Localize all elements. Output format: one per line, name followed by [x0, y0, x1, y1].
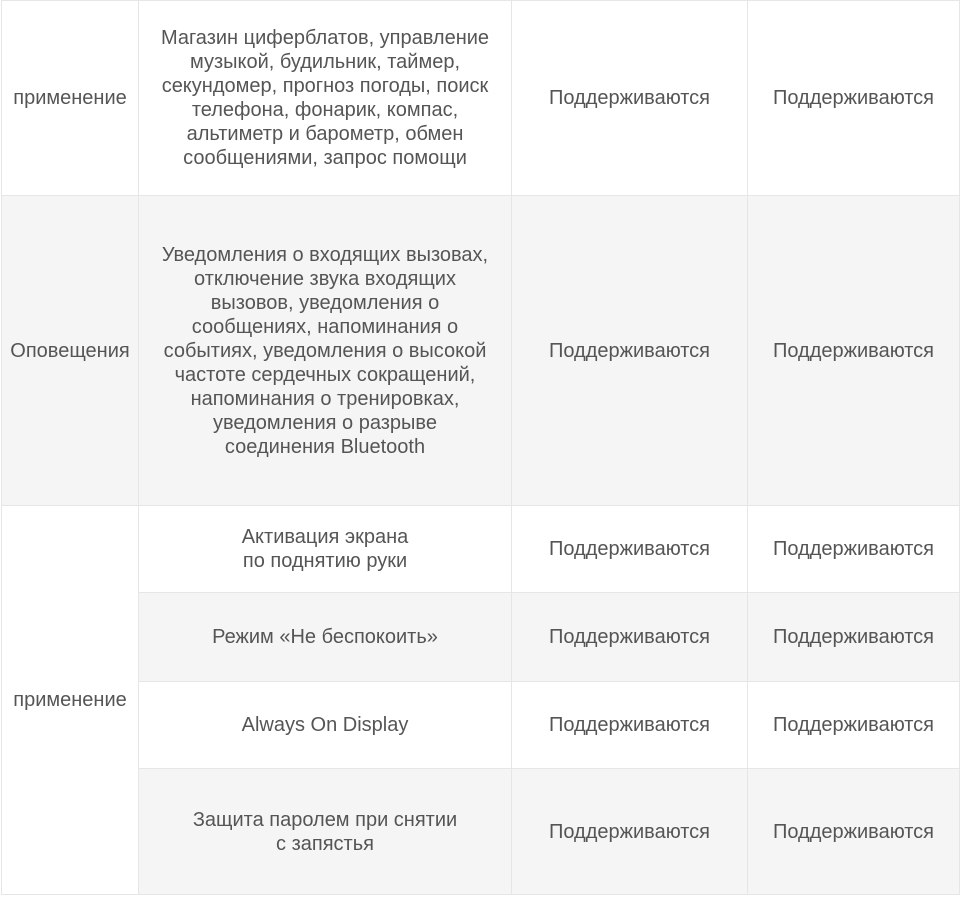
- feature-cell: Уведомления о входящих вызовах, отключение звука входящих вызовов, уведомления о сообщениях, напоминания о событиях, уведомления о высокой частоте сердечных сокращений, напоминания о тренировках, уведомления о разрыве соединения Bluetooth: [139, 196, 512, 506]
- table-row: [2, 506, 960, 593]
- support-cell: Поддерживаются: [748, 506, 960, 593]
- category-cell: применение: [2, 1, 139, 196]
- support-cell: Поддерживаются: [512, 682, 748, 769]
- table-row: [2, 593, 960, 682]
- table-row: [2, 769, 960, 895]
- category-cell: применение: [2, 506, 139, 895]
- table-row: [2, 682, 960, 769]
- support-cell: Поддерживаются: [748, 196, 960, 506]
- support-cell: Поддерживаются: [748, 1, 960, 196]
- support-cell: Поддерживаются: [748, 593, 960, 682]
- support-cell: Поддерживаются: [748, 769, 960, 895]
- feature-cell: Активация экрана по поднятию руки: [139, 506, 512, 593]
- feature-cell: Защита паролем при снятии с запястья: [139, 769, 512, 895]
- feature-cell: Режим «Не беспокоить»: [139, 593, 512, 682]
- support-cell: Поддерживаются: [748, 682, 960, 769]
- support-cell: Поддерживаются: [512, 593, 748, 682]
- feature-cell: Always On Display: [139, 682, 512, 769]
- category-cell: Оповещения: [2, 196, 139, 506]
- feature-cell: Магазин циферблатов, управление музыкой, будильник, таймер, секундомер, прогноз погоды, поиск телефона, фонарик, компас, альтиметр и барометр, обмен сообщениями, запрос помощи: [139, 1, 512, 196]
- table-row: [2, 196, 960, 506]
- support-cell: Поддерживаются: [512, 196, 748, 506]
- feature-comparison-table: [1, 0, 960, 895]
- support-cell: Поддерживаются: [512, 769, 748, 895]
- support-cell: Поддерживаются: [512, 1, 748, 196]
- support-cell: Поддерживаются: [512, 506, 748, 593]
- table-row: [2, 1, 960, 196]
